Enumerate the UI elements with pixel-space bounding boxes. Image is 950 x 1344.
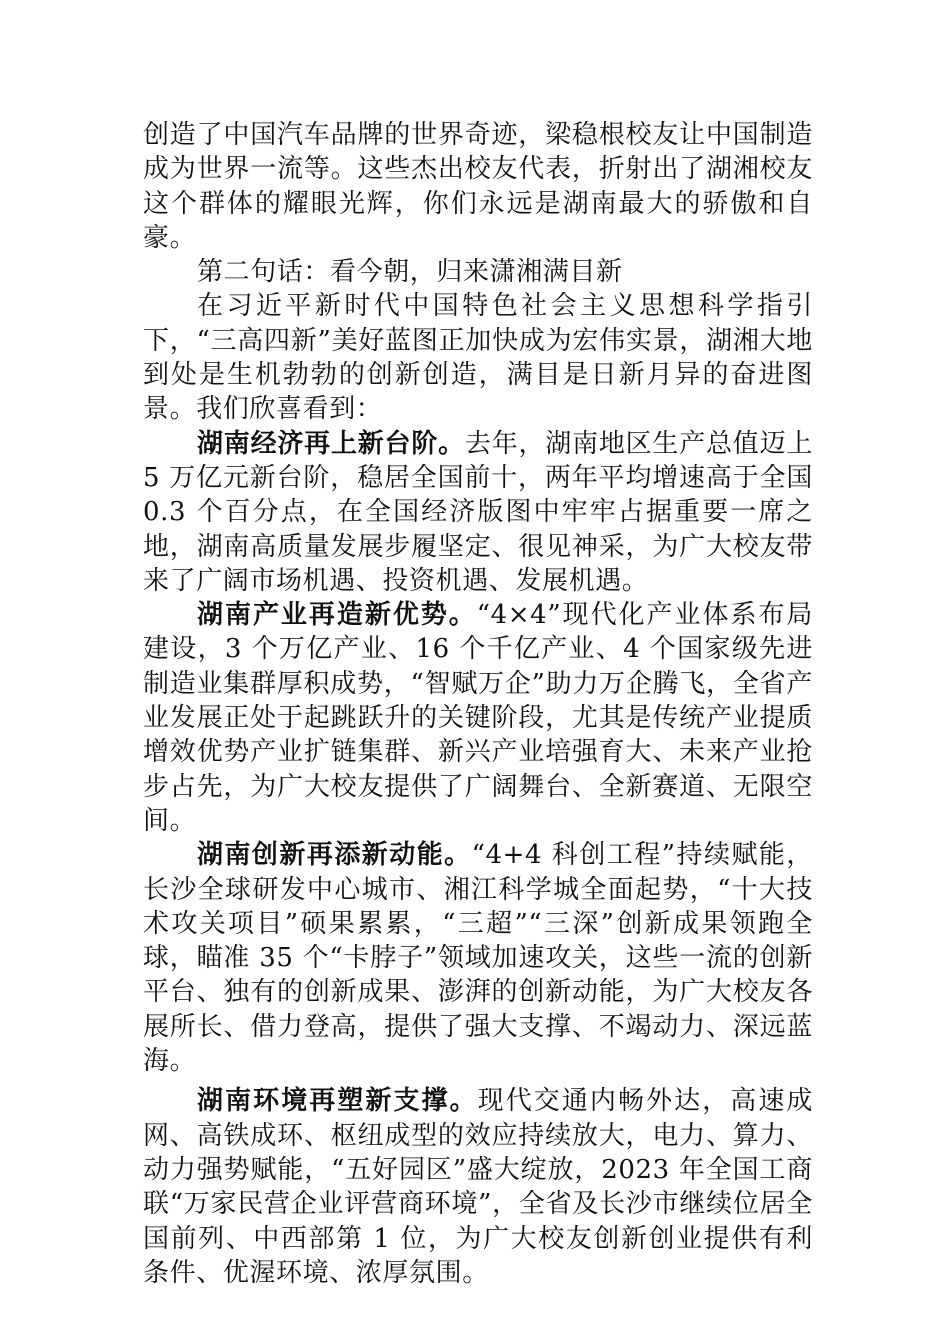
paragraph-lead: 湖南环境再塑新支撑。 <box>197 1086 478 1117</box>
document-body <box>143 118 813 1290</box>
section-heading-second-sentence <box>143 255 813 289</box>
paragraph-alumni-achievements <box>143 118 813 255</box>
paragraph-text: 创造了中国汽车品牌的世界奇迹，梁稳根校友让中国制造成为世界一流等。这些杰出校友代表，折射出了湖湘校友这个群体的耀眼光辉，你们永远是湖南最大的骄傲和自豪。 <box>143 120 813 253</box>
paragraph-intro <box>143 289 813 426</box>
paragraph-lead: 湖南产业再造新优势。 <box>197 600 477 631</box>
paragraph-industry <box>143 598 813 838</box>
paragraph-text: “4+4 科创工程”持续赋能，长沙全球研发中心城市、湘江科学城全面起势，“十大技术攻关项目”硕果累累，“三超”“三深”创新成果领跑全球，瞄准 35 个“卡脖子”领域加速攻关，这些一流的创新平台、独有的创新成果、澎湃的创新动能，为广大校友各展所长、借力登高，提供了强大支撑、不竭动力、深远蓝海。 <box>143 840 813 1077</box>
paragraph-text: “4×4”现代化产业体系布局建设，3 个万亿产业、16 个千亿产业、4 个国家级先进制造业集群厚积成势，“智赋万企”助力万企腾飞，全省产业发展正处于起跳跃升的关键阶段，尤其是传统产业提质增效优势产业扩链集群、新兴产业培强育大、未来产业抢步占先，为广大校友提供了广阔舞台、全新赛道、无限空间。 <box>143 600 813 836</box>
paragraph-lead: 湖南创新再添新动能。 <box>197 840 472 871</box>
paragraph-environment <box>143 1084 813 1290</box>
paragraph-text: 现代交通内畅外达，高速成网、高铁成环、枢纽成型的效应持续放大，电力、算力、动力强势赋能，“五好园区”盛大绽放，2023 年全国工商联“万家民营企业评营商环境”，全省及长沙市继续位居全国前列、中西部第 1 位，为广大校友创新创业提供有利条件、优渥环境、浓厚氛围。 <box>143 1086 813 1288</box>
paragraph-text: 去年，湖南地区生产总值迈上 5 万亿元新台阶，稳居全国前十，两年平均增速高于全国 0.3 个百分点，在全国经济版图中牢牢占据重要一席之地，湖南高质量发展步履坚定、很见神采，为广大校友带来了广阔市场机遇、投资机遇、发展机遇。 <box>143 428 813 596</box>
paragraph-text: 在习近平新时代中国特色社会主义思想科学指引下，“三高四新”美好蓝图正加快成为宏伟实景，湖湘大地到处是生机勃勃的创新创造，满目是日新月异的奋进图景。我们欣喜看到： <box>143 291 813 425</box>
paragraph-lead: 湖南经济再上新台阶。 <box>197 428 465 459</box>
heading-text: 第二句话：看今朝，归来潇湘满目新 <box>197 257 623 288</box>
paragraph-economy <box>143 427 813 598</box>
paragraph-innovation <box>143 838 813 1078</box>
